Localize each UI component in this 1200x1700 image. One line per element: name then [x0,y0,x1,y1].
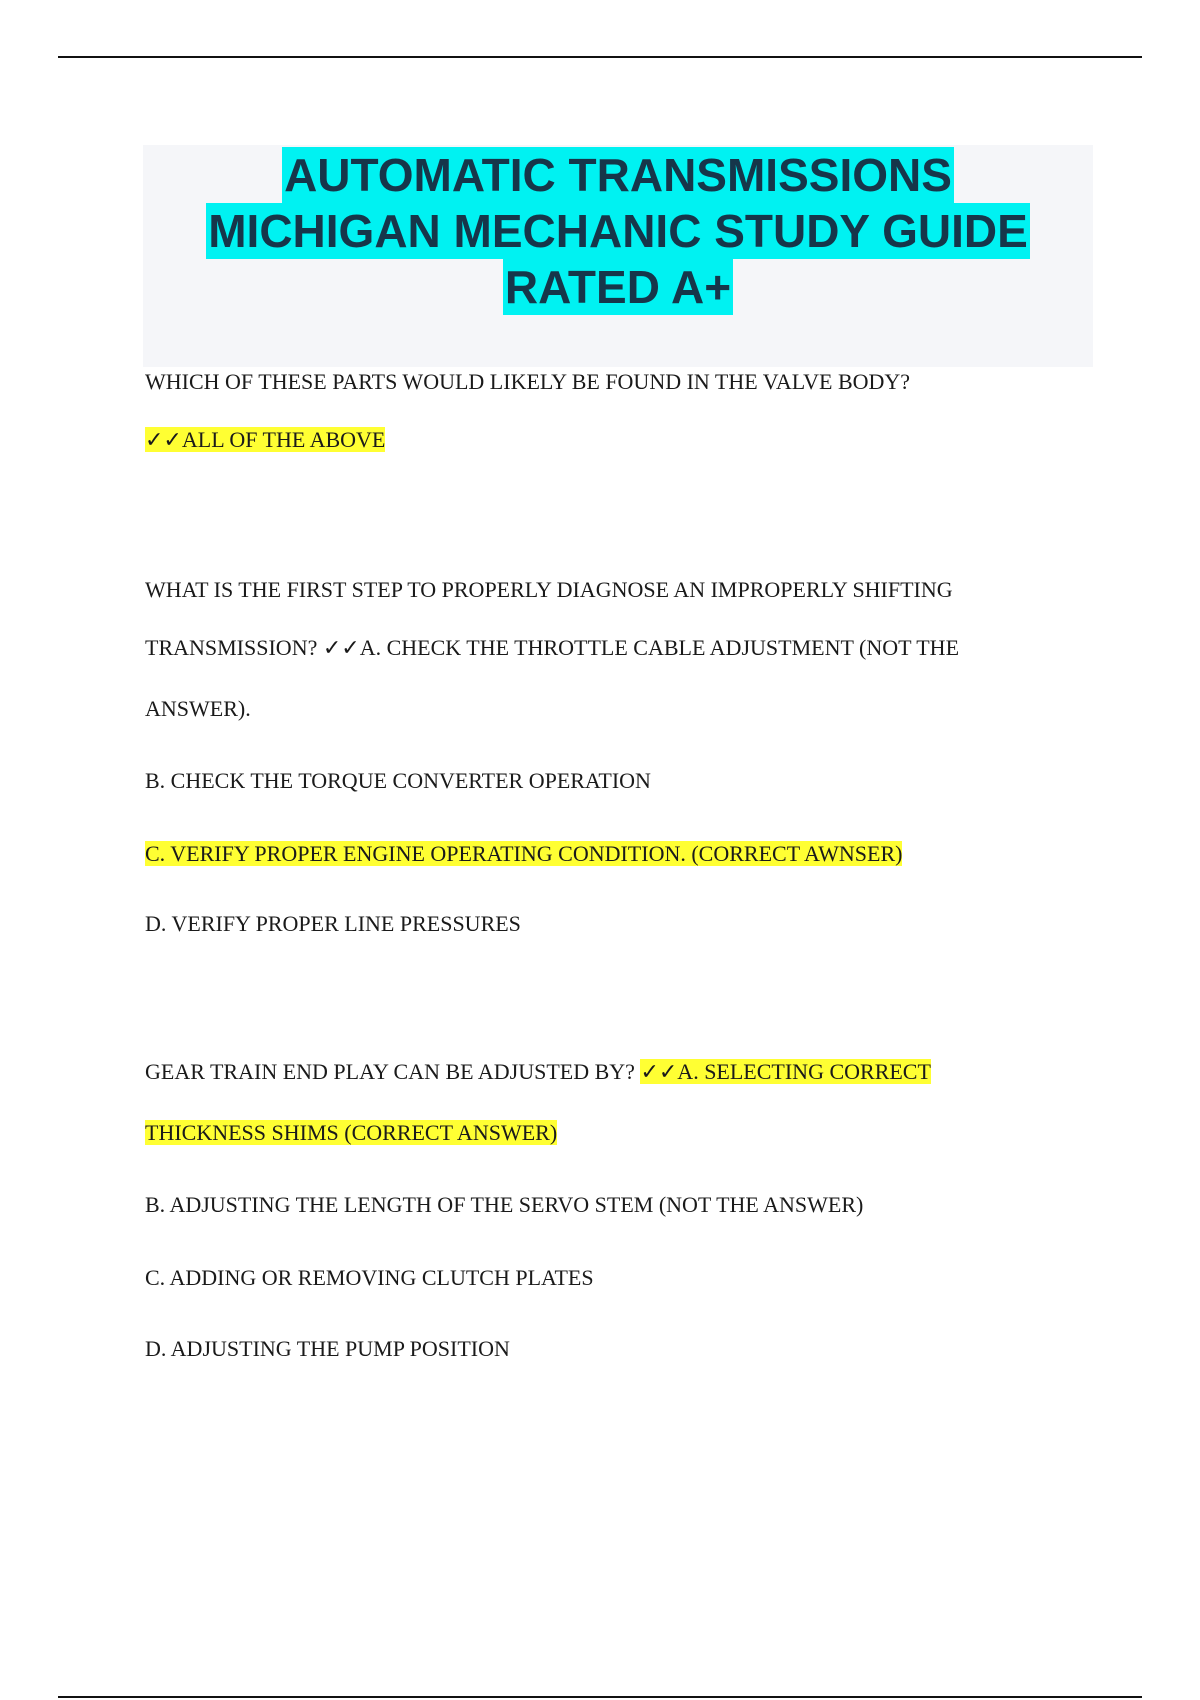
title-line-2: MICHIGAN MECHANIC STUDY GUIDE [208,205,1028,257]
document-title [143,145,1093,367]
title-line-3: RATED A+ [504,261,732,313]
q2-option-d: D. VERIFY PROPER LINE PRESSURES [145,911,521,936]
title-line-1: AUTOMATIC TRANSMISSIONS [284,149,952,201]
q2-correct-answer-highlight: C. VERIFY PROPER ENGINE OPERATING CONDITION. (CORRECT AWNSER) [145,841,903,866]
q3-option-b: B. ADJUSTING THE LENGTH OF THE SERVO STEM (NOT THE ANSWER) [145,1192,864,1217]
q2-option-b: B. CHECK THE TORQUE CONVERTER OPERATION [145,768,651,793]
q2-question-line-1: WHAT IS THE FIRST STEP TO PROPERLY DIAGNOSE AN IMPROPERLY SHIFTING [145,577,953,602]
q3-question-line-2 [145,1118,557,1148]
q2-option-c [145,839,902,869]
bottom-rule [58,1696,1142,1698]
top-rule [58,56,1142,58]
q3-option-c: C. ADDING OR REMOVING CLUTCH PLATES [145,1265,594,1290]
q3-answer-highlight-1: ✓✓A. SELECTING CORRECT [640,1059,931,1084]
q1-answer [145,425,385,455]
q2-question-line-2: TRANSMISSION? ✓✓A. CHECK THE THROTTLE CABLE ADJUSTMENT (NOT THE [145,635,960,660]
q3-question: GEAR TRAIN END PLAY CAN BE ADJUSTED BY? [145,1059,641,1084]
q3-option-d: D. ADJUSTING THE PUMP POSITION [145,1336,510,1361]
q2-question-line-3: ANSWER). [145,696,251,721]
q1-answer-highlight: ✓✓ALL OF THE ABOVE [145,427,386,452]
q3-question-line-1 [145,1057,931,1087]
q1-question: WHICH OF THESE PARTS WOULD LIKELY BE FOUND IN THE VALVE BODY? [145,369,911,394]
q3-answer-highlight-2: THICKNESS SHIMS (CORRECT ANSWER) [145,1120,558,1145]
